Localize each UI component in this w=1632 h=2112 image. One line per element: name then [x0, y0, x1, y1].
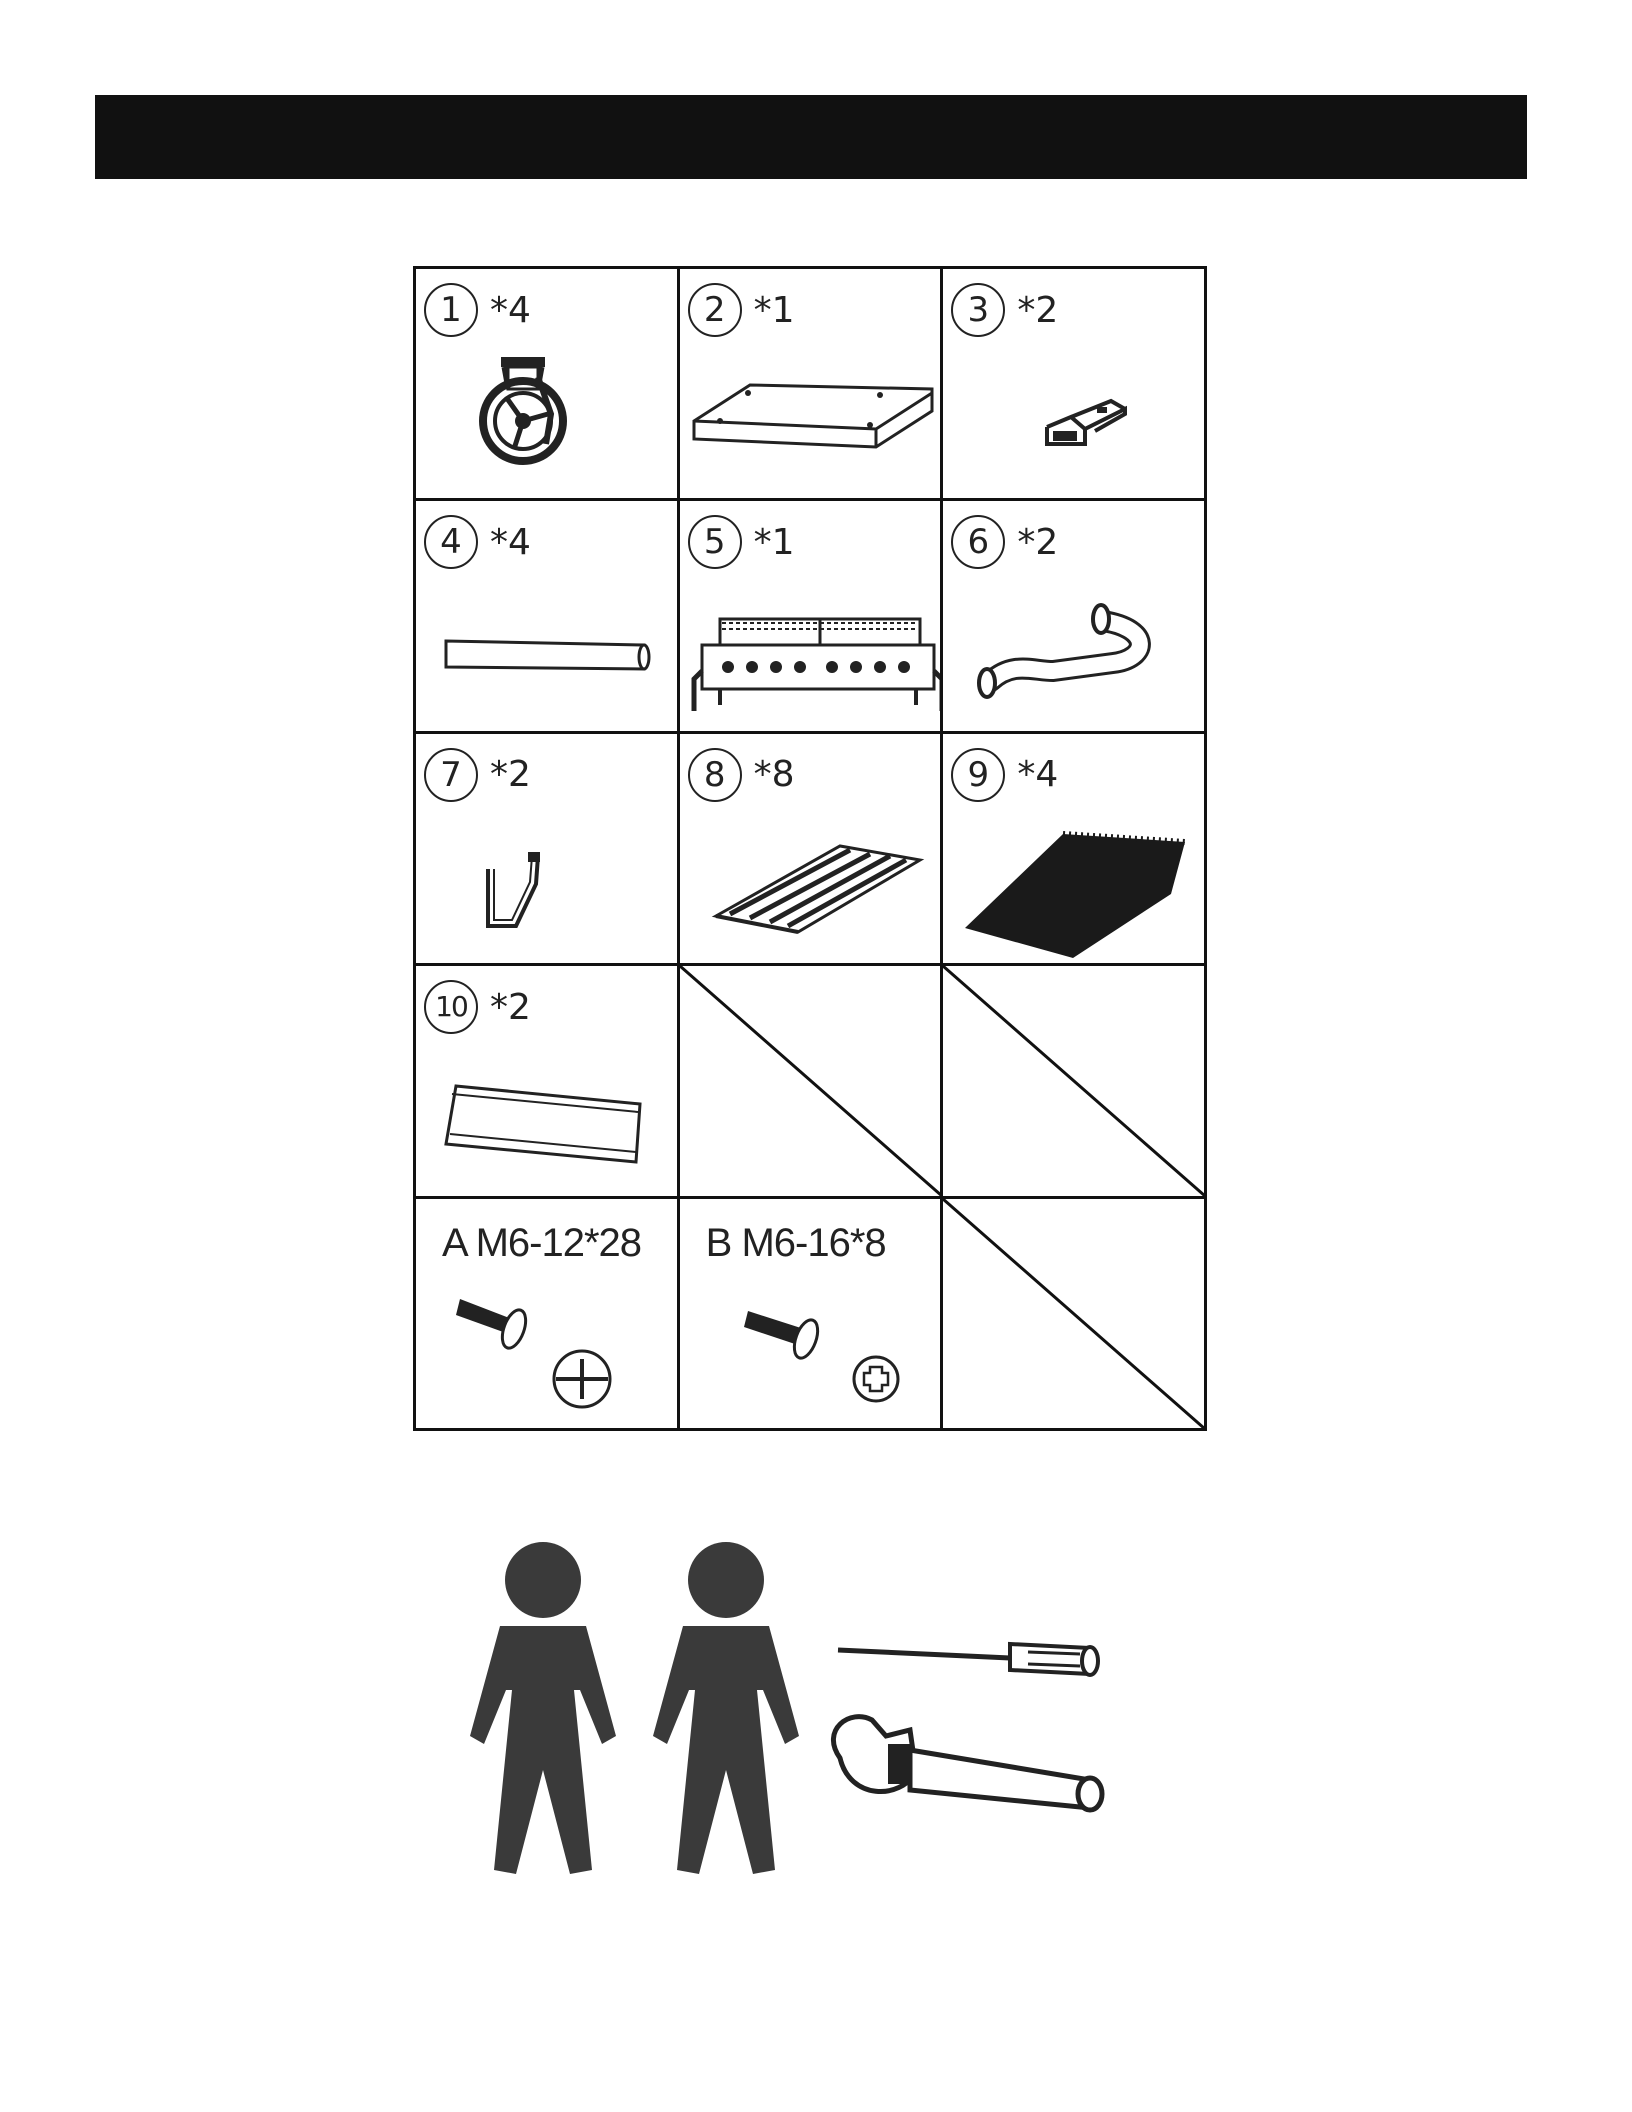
- part-number: 10: [424, 980, 478, 1034]
- tools-required-illustration: [440, 1540, 1160, 1900]
- part-quantity: *4: [1017, 754, 1059, 796]
- part-number: 7: [424, 748, 478, 802]
- grill-body-icon: [680, 501, 942, 731]
- part-cell-6: [943, 501, 1207, 733]
- part-number: 6: [951, 515, 1005, 569]
- handle-icon: [943, 501, 1205, 731]
- part-cell-2: [680, 269, 944, 501]
- part-number: 8: [688, 748, 742, 802]
- adjustable-wrench-icon: [833, 1717, 1102, 1810]
- part-quantity: *2: [490, 986, 531, 1028]
- leg-tube-icon: [416, 501, 678, 731]
- empty-cell: [943, 966, 1207, 1198]
- screw-cross-icon: [680, 1199, 942, 1429]
- part-cell-7: [416, 734, 680, 966]
- part-quantity: *8: [753, 754, 795, 796]
- flame-tamer-icon: [680, 734, 942, 964]
- hardware-label: A M6-12*28: [442, 1220, 642, 1265]
- part-quantity: *1: [753, 289, 795, 331]
- part-cell-9: [943, 734, 1207, 966]
- part-cell-8: [680, 734, 944, 966]
- hardware-label: B M6-16*8: [705, 1220, 886, 1265]
- screw-phillips-icon: [416, 1199, 678, 1429]
- bracket-icon: [943, 269, 1205, 499]
- grease-tray-icon: [416, 966, 678, 1196]
- part-number: 1: [424, 283, 478, 337]
- part-cell-3: [943, 269, 1207, 501]
- screwdriver-icon: [838, 1644, 1098, 1675]
- hook-icon: [416, 734, 678, 964]
- part-number: 2: [688, 283, 742, 337]
- person-icon: [470, 1542, 616, 1874]
- bottom-shelf-icon: [680, 269, 942, 499]
- caster-wheel-icon: [416, 269, 678, 499]
- part-cell-10: [416, 966, 680, 1198]
- parts-list-grid: [413, 266, 1207, 1431]
- part-number: 3: [951, 283, 1005, 337]
- person-icon: [653, 1542, 799, 1874]
- empty-cell: [680, 966, 944, 1198]
- part-quantity: *2: [1017, 521, 1059, 563]
- part-quantity: *1: [753, 521, 795, 563]
- empty-diagonal: [943, 1199, 1205, 1429]
- part-cell-1: [416, 269, 680, 501]
- part-cell-4: [416, 501, 680, 733]
- hardware-cell-a: [416, 1199, 680, 1431]
- hardware-cell-b: [680, 1199, 944, 1431]
- cooking-grate-icon: [943, 734, 1205, 964]
- part-number: 4: [424, 515, 478, 569]
- part-quantity: *2: [490, 754, 531, 796]
- empty-diagonal: [943, 966, 1205, 1196]
- part-cell-5: [680, 501, 944, 733]
- empty-cell: [943, 1199, 1207, 1431]
- part-number: 9: [951, 748, 1005, 802]
- header-bar: [95, 95, 1527, 179]
- empty-diagonal: [680, 966, 942, 1196]
- part-number: 5: [688, 515, 742, 569]
- part-quantity: *2: [1017, 289, 1059, 331]
- part-quantity: *4: [490, 521, 531, 563]
- part-quantity: *4: [490, 289, 531, 331]
